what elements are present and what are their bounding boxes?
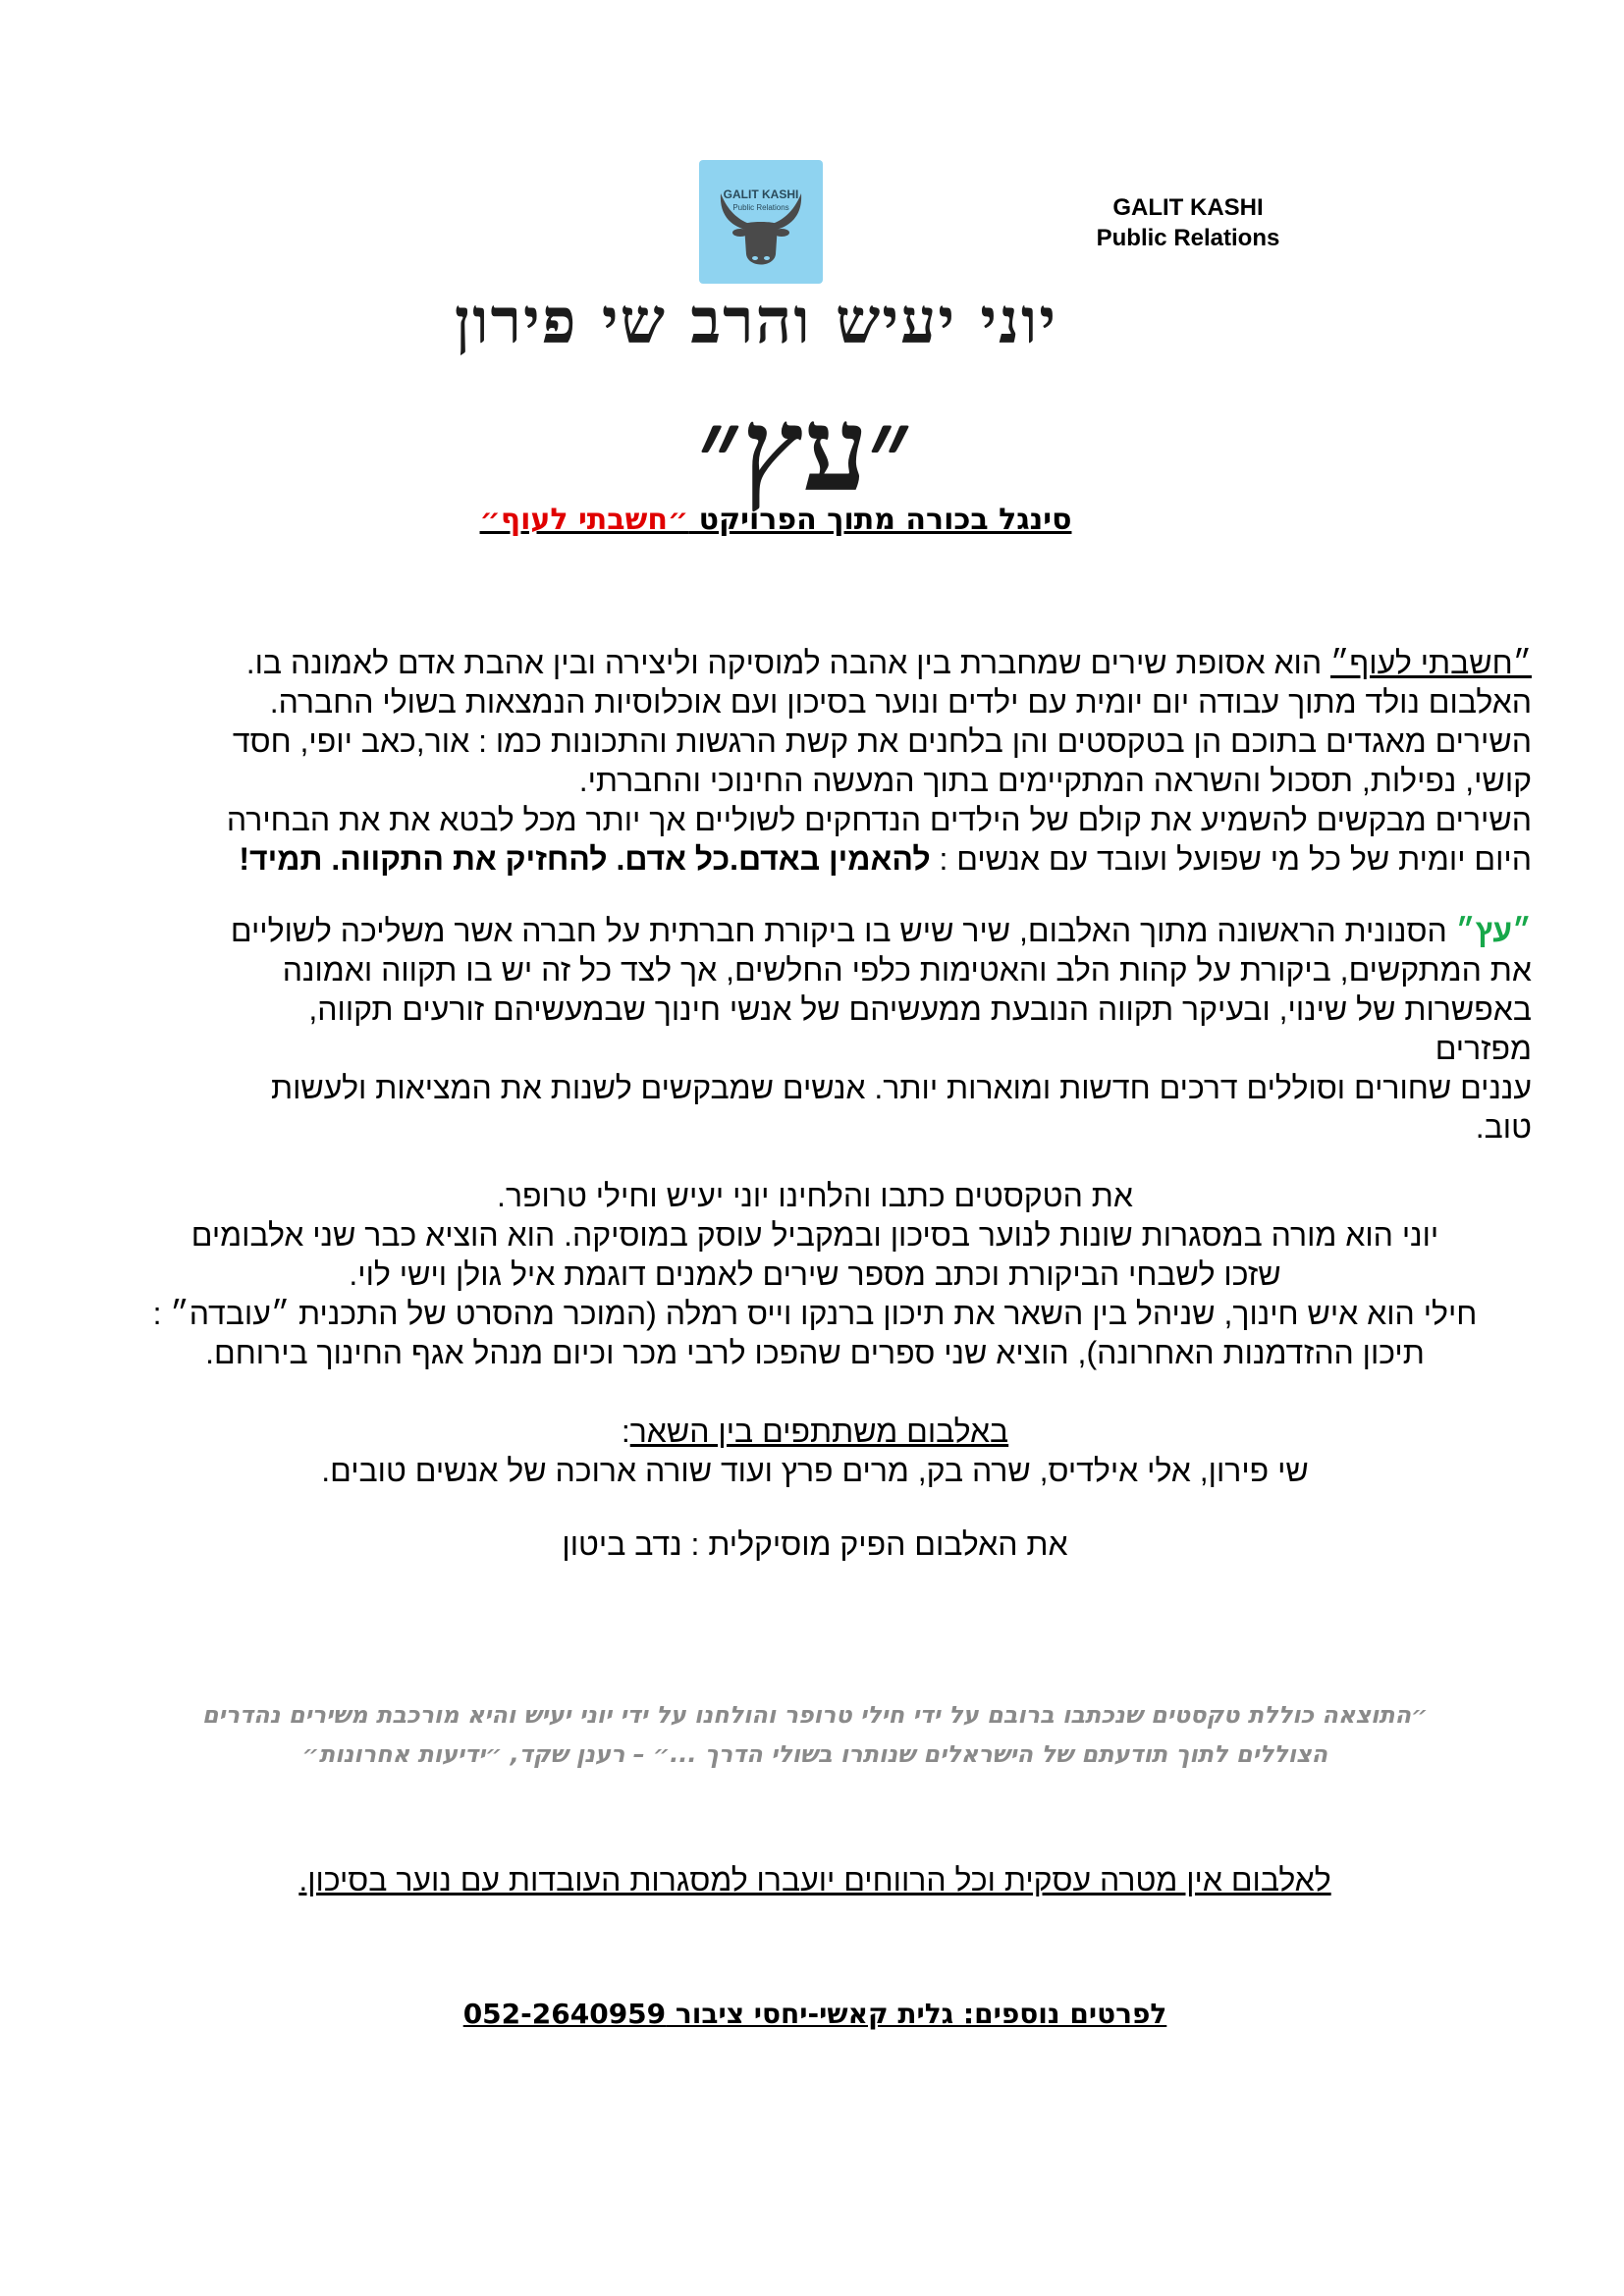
motto: להאמין באדם.כל אדם. להחזיק את התקווה. תמיד!	[239, 841, 931, 877]
intro-line-4: קושי, נפילות, תסכול והשראה המתקיימים בתוך המעשה החינוכי והחברתי.	[578, 763, 1532, 798]
company-tagline: Public Relations	[1096, 225, 1280, 251]
subtitle	[393, 503, 1159, 537]
song-line-4: מפזרים	[1435, 1031, 1532, 1066]
artists-title: יוני יעיש והרב שי פירון	[454, 285, 1058, 358]
credits-line-4: חילי הוא איש חינוך, שניהל בין השאר את תיכון ברנקו וייס רמלה (המוכר מהסרט של התכנית ״עובדה״ :	[152, 1296, 1478, 1331]
paragraph-credits	[98, 1176, 1532, 1372]
paragraph-intro	[98, 643, 1532, 879]
credits-line-1: את הטקסטים כתבו והלחינו יוני יעיש וחילי טרופר.	[497, 1178, 1133, 1213]
paragraph-producer	[98, 1524, 1532, 1564]
intro-line-5: השירים מבקשים להשמיע את קולם של הילדים הנדחקים לשוליים אך יותר מכל לבטא את את הבחירה	[226, 802, 1532, 837]
logo-text-name: GALIT KASHI	[723, 187, 799, 201]
intro-line-1: הוא אסופת שירים שמחברת בין אהבה למוסיקה וליצירה ובין אהבת אדם לאמונה בו.	[245, 645, 1331, 680]
song-line-6: טוב.	[1475, 1109, 1532, 1145]
participants-heading-colon: :	[621, 1414, 630, 1449]
credits-line-2: יוני הוא מורה במסגרות שונות לנוער בסיכון ובמקביל עוסק במוסיקה. הוא הוציא כבר שני אלבומים	[190, 1217, 1439, 1253]
nonprofit-note: לאלבום אין מטרה עסקית וכל הרווחים יועברו למסגרות העובדות עם נוער בסיכון.	[298, 1862, 1331, 1897]
contact-info: לפרטים נוספים: גלית קאשי-יחסי ציבור 052-2640959	[462, 1998, 1167, 2030]
bull-head-icon	[699, 160, 823, 284]
subtitle-project: ״חשבתי לעוף״	[479, 503, 689, 537]
intro-line-3: השירים מאגדים בתוכם הן בטקסטים והן בלחנים את קשת הרגשות והתכונות כמו : אור,כאב יופי, חסד	[232, 723, 1532, 759]
song-line-2: את המתקשים, ביקורת על קהות הלב והאטימות כלפי החלשים, אך לצד כל זה יש בו תקווה ואמונה	[282, 952, 1532, 988]
producer-line: את האלבום הפיק מוסיקלית : נדב ביטון	[562, 1526, 1068, 1562]
company-name: GALIT KASHI	[1112, 194, 1264, 221]
participants-heading: באלבום משתתפים בין השאר	[629, 1414, 1009, 1449]
song-line-5: עננים שחורים וסוללים דרכים חדשות ומוארות יותר. אנשים שמבקשים לשנות את המציאות ולעשות	[271, 1070, 1532, 1105]
song-name-highlight: ״עץ״	[1455, 913, 1532, 948]
paragraph-participants	[98, 1412, 1532, 1490]
paragraph-song	[98, 911, 1532, 1147]
song-line-3: באפשרות של שינוי, ובעיקר תקווה הנובעת ממעשיהם של אנשי חינוך שבמעשיהם זורעים תקווה,	[308, 991, 1532, 1027]
company-logo	[699, 160, 823, 284]
intro-line-2: האלבום נולד מתוך עבודה יום יומית עם ילדים ונוער בסיכון ועם אוכלוסיות הנמצאות בשולי החברה.	[269, 684, 1532, 720]
intro-line-6: היום יומית של כל מי שפועל ועובד עם אנשים :	[930, 841, 1532, 877]
participants-line: שי פירון, אלי אילדיס, שרה בק, מרים פרץ ועוד שורה ארוכה של אנשים טובים.	[321, 1453, 1309, 1488]
quote-line-1: ״התוצאה כוללת טקסטים שנכתבו ברובם על ידי חילי טרופר והולחנו על ידי יוני יעיש והיא מורכבת משירים נהדרים	[201, 1701, 1429, 1729]
credits-line-3: שזכו לשבחי הביקורת וכתב מספר שירים לאמנים דוגמת איל גולן וישי לוי.	[349, 1256, 1281, 1292]
quote-line-2: הצוללים לתוך תודעתם של הישראלים שנותרו בשולי הדרך ...״ – רענן שקד, ״ידיעות אחרונות״	[301, 1740, 1328, 1768]
credits-line-5: תיכון ההזדמנות האחרונה), הוציא שני ספרים שהפכו לרבי מכר וכיום מנהל אגף החינוך בירוחם.	[205, 1335, 1425, 1370]
song-line-1: הסנונית הראשונה מתוך האלבום, שיר שיש בו ביקורת חברתית על חברה אשר משליכה לשוליים	[230, 913, 1456, 948]
subtitle-prefix: סינגל בכורה מתוך הפרויקט	[688, 503, 1072, 537]
song-title: ״עץ״	[698, 381, 912, 517]
company-block	[1070, 192, 1306, 253]
logo-text-tagline: Public Relations	[732, 203, 789, 212]
project-name-highlight: ״חשבתי לעוף״	[1330, 645, 1532, 680]
press-quote	[108, 1695, 1522, 1774]
